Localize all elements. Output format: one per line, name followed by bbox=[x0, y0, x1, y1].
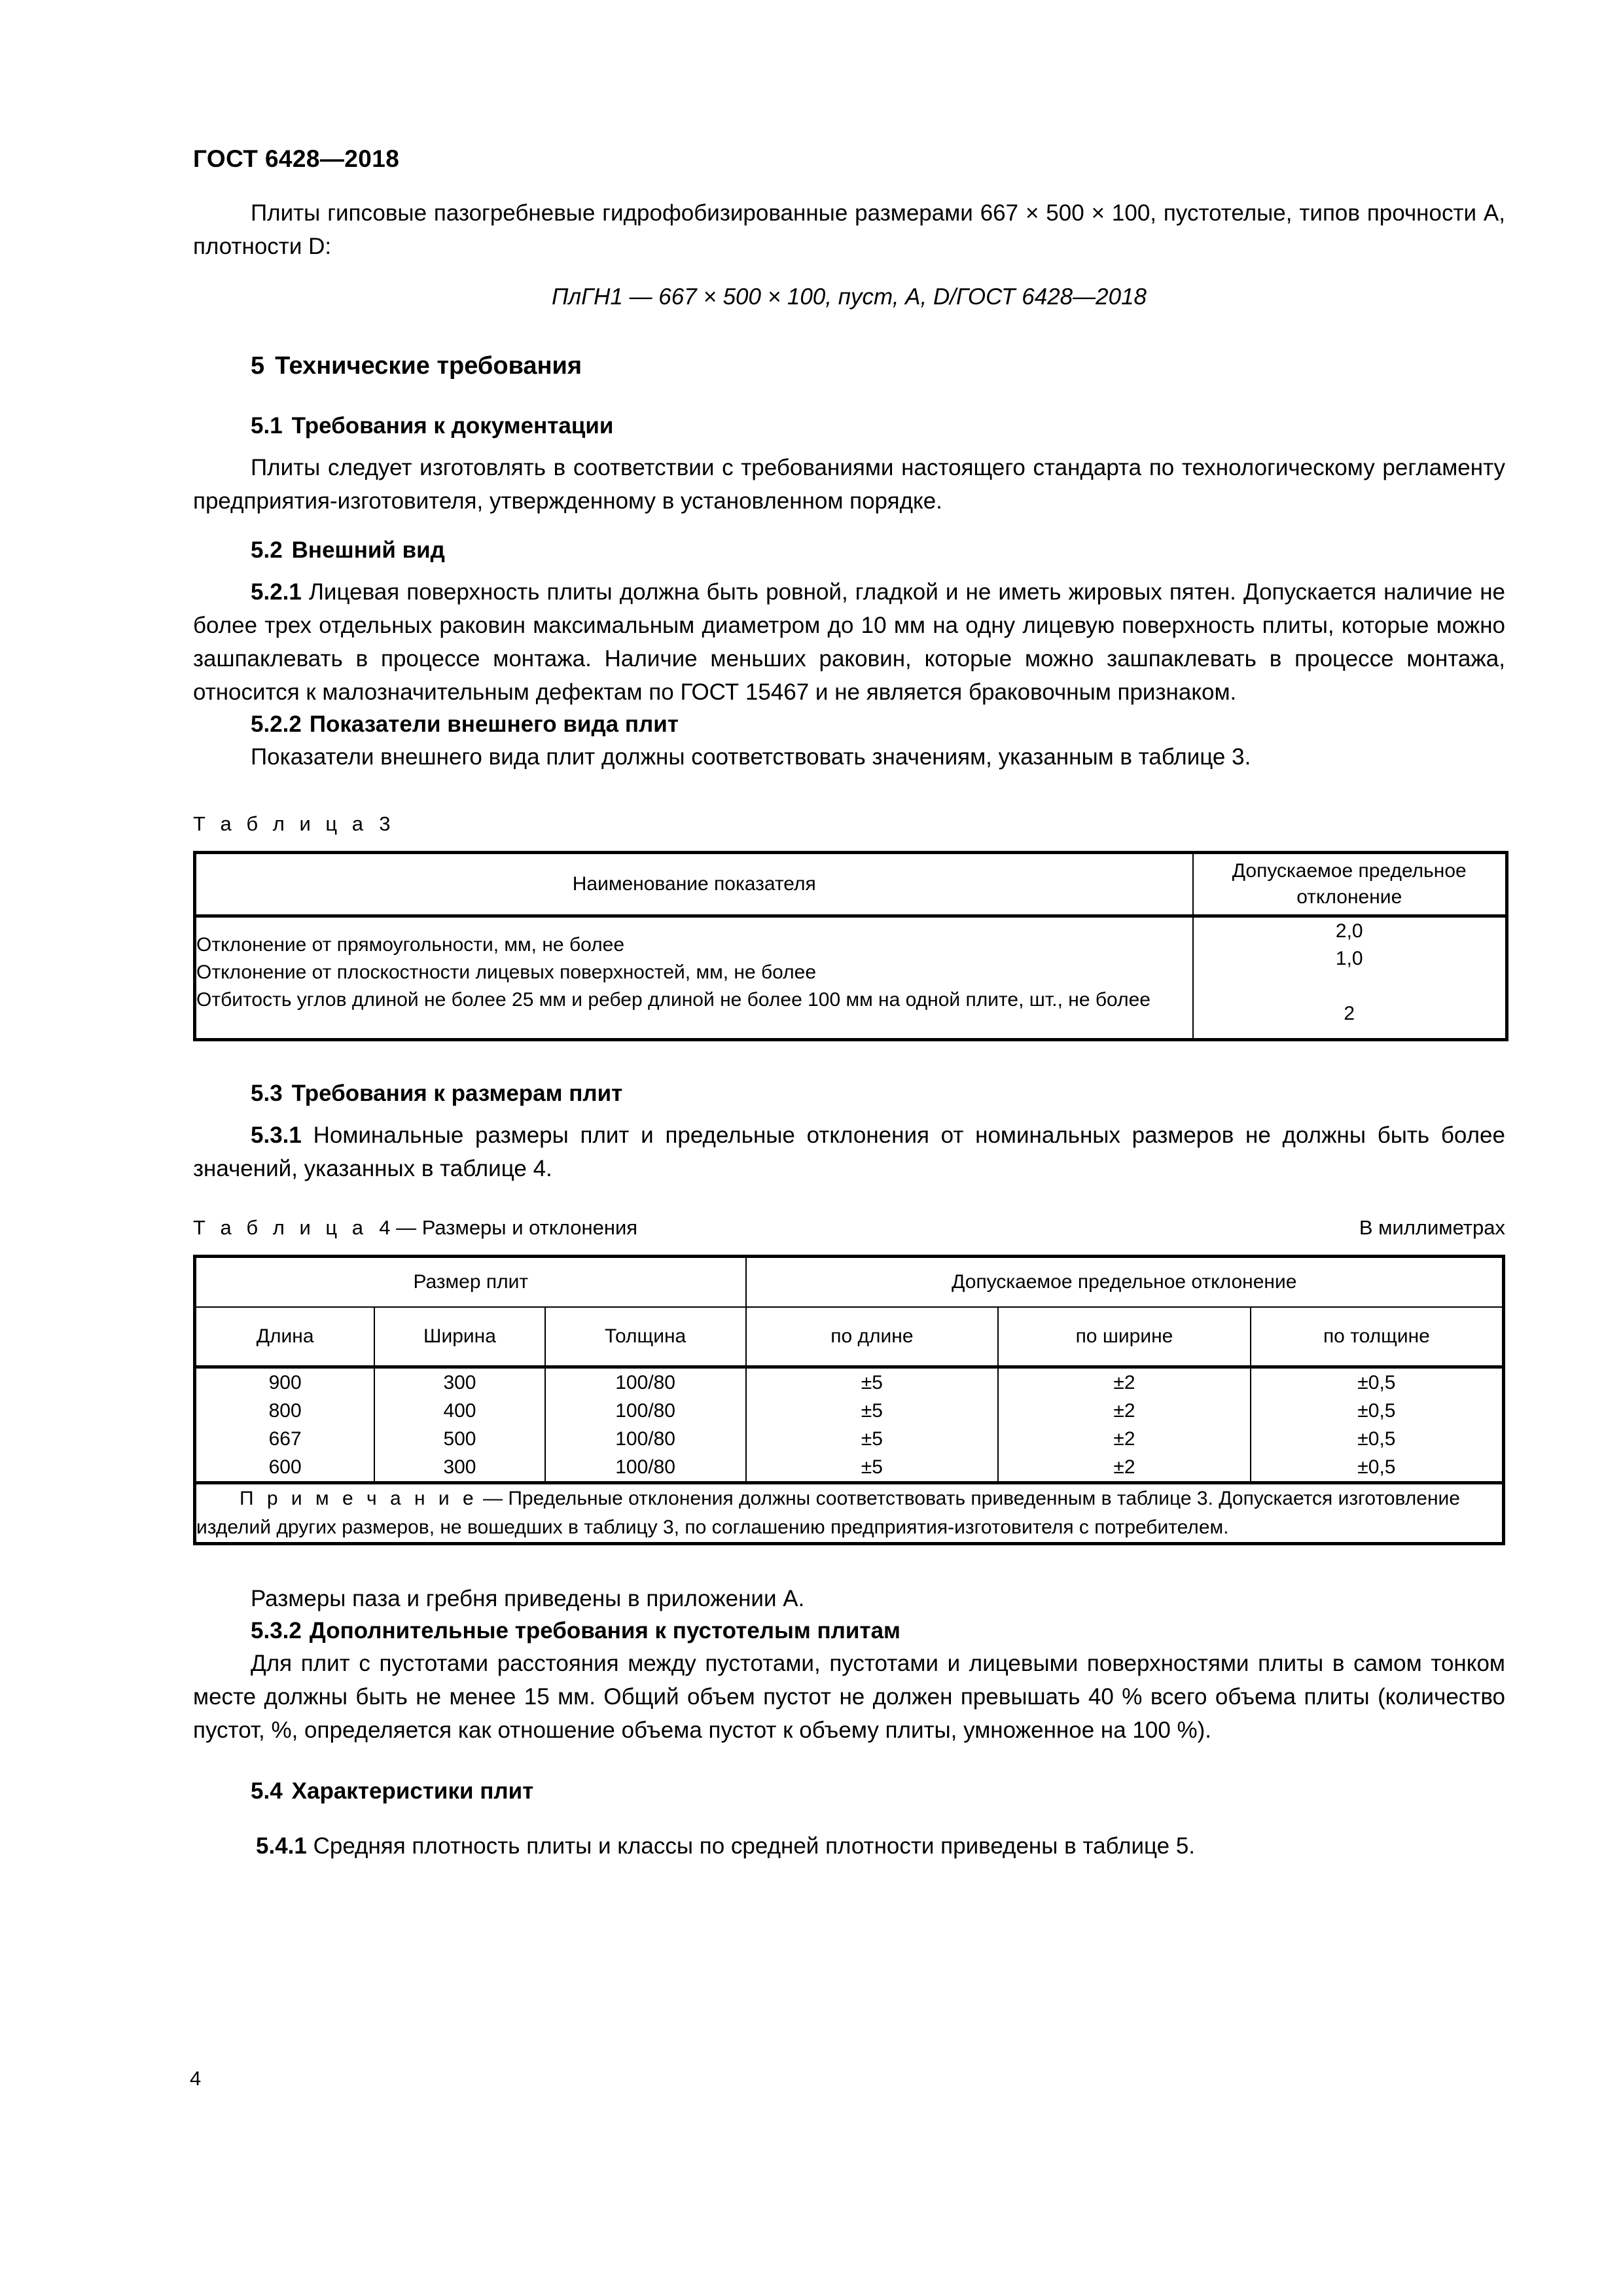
table-4-cell-length-4: 600 bbox=[268, 1456, 302, 1478]
table-4-note bbox=[195, 1483, 1504, 1544]
clause-text-5-3-1: Номинальные размеры плит и предельные отклонения от номинальных размеров не должны быть более значений, указанных в таблице 4. bbox=[193, 1122, 1505, 1181]
table-3-value-gap bbox=[1194, 973, 1506, 1000]
section-number-5-1: 5.1 bbox=[251, 413, 283, 439]
table-4-cell-thickness-2: 100/80 bbox=[615, 1400, 675, 1422]
table-4-subheader-dev-thickness: по толщине bbox=[1251, 1307, 1504, 1367]
table-4-cell-length-1: 900 bbox=[268, 1372, 302, 1393]
table-4-cell-devwidth-4: ±2 bbox=[1113, 1456, 1135, 1478]
section-heading-5-2 bbox=[193, 535, 1505, 566]
section-title-5: Технические требования bbox=[275, 352, 582, 380]
table-4-cell-devthickness-4: ±0,5 bbox=[1357, 1456, 1396, 1478]
table-4-subheader-dev-length: по длине bbox=[746, 1307, 999, 1367]
table-4-body bbox=[195, 1367, 1504, 1544]
table-4-caption-dash: — bbox=[396, 1216, 417, 1239]
table-4-group-header-deviation: Допускаемое предельное отклонение bbox=[746, 1257, 1504, 1308]
table-3-header bbox=[195, 853, 1507, 916]
section-number-5-3-2: 5.3.2 bbox=[251, 1618, 302, 1643]
table-4-cell-devlength-4: ±5 bbox=[861, 1456, 883, 1478]
table-4 bbox=[193, 1255, 1505, 1545]
table-4-note-label: П р и м е ч а н и е bbox=[240, 1488, 478, 1509]
table-4-caption-row bbox=[193, 1214, 1505, 1242]
table-4-cell-thickness-4: 100/80 bbox=[615, 1456, 675, 1478]
table-3-filler-left bbox=[195, 1028, 1193, 1040]
section-heading-5 bbox=[193, 350, 1505, 382]
section-number-5-2: 5.2 bbox=[251, 537, 283, 563]
table-3-caption bbox=[193, 810, 1505, 838]
table-3-cell-value-2: 1,0 bbox=[1335, 948, 1363, 969]
table-4-cell-devwidth-2: ±2 bbox=[1113, 1400, 1135, 1422]
table-4-cell-length-2: 800 bbox=[268, 1400, 302, 1422]
table-4-cell-thickness-1: 100/80 bbox=[615, 1372, 675, 1393]
section-5-2-1-body bbox=[193, 575, 1505, 709]
document-body bbox=[193, 196, 1505, 1863]
section-heading-5-2-2 bbox=[193, 709, 1505, 740]
section-heading-5-4 bbox=[193, 1776, 1505, 1807]
table-row bbox=[195, 1483, 1504, 1544]
table-3-cell-name-3: Отбитость углов длиной не более 25 мм и ребер длиной не более 100 мм на одной плите, шт., не более bbox=[196, 989, 1150, 1011]
table-4-caption-word: Т а б л и ц а bbox=[193, 1216, 368, 1239]
clause-number-5-4-1: 5.4.1 bbox=[256, 1833, 307, 1859]
table-4-cell-devlength-2: ±5 bbox=[861, 1400, 883, 1422]
table-3-filler-right bbox=[1193, 1028, 1507, 1040]
table-4-group-header-size: Размер плит bbox=[195, 1257, 746, 1308]
table-4-cell-width-3: 500 bbox=[443, 1428, 476, 1450]
table-3-cell-value-3: 2 bbox=[1344, 1003, 1355, 1024]
table-row bbox=[195, 916, 1507, 1028]
clause-number-5-3-1: 5.3.1 bbox=[251, 1122, 302, 1148]
table-3-caption-word: Т а б л и ц а bbox=[193, 812, 368, 835]
page-header-standard-number: ГОСТ 6428—2018 bbox=[193, 145, 400, 172]
table-3-body bbox=[195, 916, 1507, 1040]
page-number: 4 bbox=[190, 2067, 202, 2090]
table-row bbox=[195, 1307, 1504, 1367]
table-4-cell-devwidth-3: ±2 bbox=[1113, 1428, 1135, 1450]
section-5-3-2-body: Для плит с пустотами расстояния между пустотами, пустотами и лицевыми поверхностями плиты в самом тонком месте должны быть не менее 15 мм. Общий объем пустот не должен превышать 40 % всего объема плиты (количество пустот, %, определяется как отношение объема пустот к объему плиты, умноженное на 100 %). bbox=[193, 1651, 1505, 1743]
section-number-5: 5 bbox=[251, 352, 265, 380]
table-4-cell-width-2: 400 bbox=[443, 1400, 476, 1422]
table-row bbox=[195, 1367, 1504, 1483]
table-3-header-deviation: Допускаемое предельное отклонение bbox=[1193, 853, 1507, 916]
table-4-cell-devwidth-1: ±2 bbox=[1113, 1372, 1135, 1393]
intro-paragraph: Плиты гипсовые пазогребневые гидрофобизированные размерами 667 × 500 × 100, пустотелые, типов прочности А, плотности D: bbox=[193, 200, 1505, 259]
appendix-reference-note: Размеры паза и гребня приведены в приложении А. bbox=[251, 1586, 805, 1611]
table-4-units-label: В миллиметрах bbox=[1359, 1216, 1505, 1239]
section-title-5-4: Характеристики плит bbox=[291, 1778, 534, 1804]
section-number-5-4: 5.4 bbox=[251, 1778, 283, 1804]
section-title-5-3-2: Дополнительные требования к пустотелым плитам bbox=[309, 1618, 901, 1643]
section-5-2-2-body: Показатели внешнего вида плит должны соответствовать значениям, указанным в таблице 3. bbox=[251, 744, 1251, 770]
table-row bbox=[195, 1257, 1504, 1308]
table-4-cell-thickness-3: 100/80 bbox=[615, 1428, 675, 1450]
table-3-caption-number: 3 bbox=[379, 812, 391, 835]
table-4-header bbox=[195, 1257, 1504, 1367]
table-4-cell-devthickness-2: ±0,5 bbox=[1357, 1400, 1396, 1422]
table-4-cell-width-1: 300 bbox=[443, 1372, 476, 1393]
table-4-subheader-length: Длина bbox=[195, 1307, 375, 1367]
table-4-cell-devlength-3: ±5 bbox=[861, 1428, 883, 1450]
section-title-5-3: Требования к размерам плит bbox=[291, 1081, 623, 1106]
clause-number-5-2-1: 5.2.1 bbox=[251, 579, 302, 605]
clause-text-5-4-1: Средняя плотность плиты и классы по средней плотности приведены в таблице 5. bbox=[313, 1833, 1196, 1859]
table-4-note-text: Предельные отклонения должны соответствовать приведенным в таблице 3. Допускается изготовление изделий других размеров, не вошедших в таблицу 3, по соглашению предприятия-изготовителя с потребителем. bbox=[196, 1488, 1460, 1538]
section-heading-5-1 bbox=[193, 410, 1505, 442]
clause-text-5-2-1: Лицевая поверхность плиты должна быть ровной, гладкой и не иметь жировых пятен. Допускается наличие не более трех отдельных раковин максимальным диаметром до 10 мм на одну лицевую поверхность плиты, которые можно зашпаклевать в процессе монтажа. Наличие меньших раковин, которые можно зашпаклевать в процессе монтажа, относится к малозначительным дефектам по ГОСТ 15467 и не является браковочным признаком. bbox=[193, 579, 1505, 705]
table-4-caption-number: 4 bbox=[379, 1216, 391, 1239]
table-4-subheader-thickness: Толщина bbox=[545, 1307, 746, 1367]
table-4-note-dash: — bbox=[483, 1488, 503, 1509]
section-5-1-body: Плиты следует изготовлять в соответствии с требованиями настоящего стандарта по технологическому регламенту предприятия-изготовителя, утвержденному в установленном порядке. bbox=[193, 455, 1505, 514]
section-title-5-1: Требования к документации bbox=[291, 413, 614, 439]
table-4-cell-width-4: 300 bbox=[443, 1456, 476, 1478]
table-3 bbox=[193, 851, 1508, 1041]
section-heading-5-3 bbox=[193, 1078, 1505, 1109]
table-3-cell-name-2: Отклонение от плоскостности лицевых поверхностей, мм, не более bbox=[196, 961, 817, 983]
table-4-cell-devlength-1: ±5 bbox=[861, 1372, 883, 1393]
section-number-5-2-2: 5.2.2 bbox=[251, 711, 302, 737]
table-3-cell-name-1: Отклонение от прямоугольности, мм, не более bbox=[196, 934, 625, 956]
table-3-header-name: Наименование показателя bbox=[195, 853, 1193, 916]
table-4-caption-title: Размеры и отклонения bbox=[421, 1216, 638, 1239]
section-5-3-1-body bbox=[193, 1119, 1505, 1185]
table-4-cell-length-3: 667 bbox=[268, 1428, 302, 1450]
table-4-cell-devthickness-1: ±0,5 bbox=[1357, 1372, 1396, 1393]
table-4-cell-devthickness-3: ±0,5 bbox=[1357, 1428, 1396, 1450]
table-3-cell-value-1: 2,0 bbox=[1335, 920, 1363, 942]
section-title-5-2-2: Показатели внешнего вида плит bbox=[309, 711, 679, 737]
table-row bbox=[195, 853, 1507, 916]
table-4-subheader-dev-width: по ширине bbox=[998, 1307, 1251, 1367]
section-heading-5-3-2 bbox=[193, 1615, 1505, 1647]
table-4-subheader-width: Ширина bbox=[374, 1307, 544, 1367]
section-title-5-2: Внешний вид bbox=[291, 537, 445, 563]
table-4-caption bbox=[193, 1214, 637, 1242]
section-number-5-3: 5.3 bbox=[251, 1081, 283, 1106]
product-designation-example: ПлГН1 — 667 × 500 × 100, пуст, А, D/ГОСТ 6428—2018 bbox=[551, 284, 1147, 310]
section-5-4-1-body bbox=[193, 1829, 1505, 1863]
table-row bbox=[195, 1028, 1507, 1040]
